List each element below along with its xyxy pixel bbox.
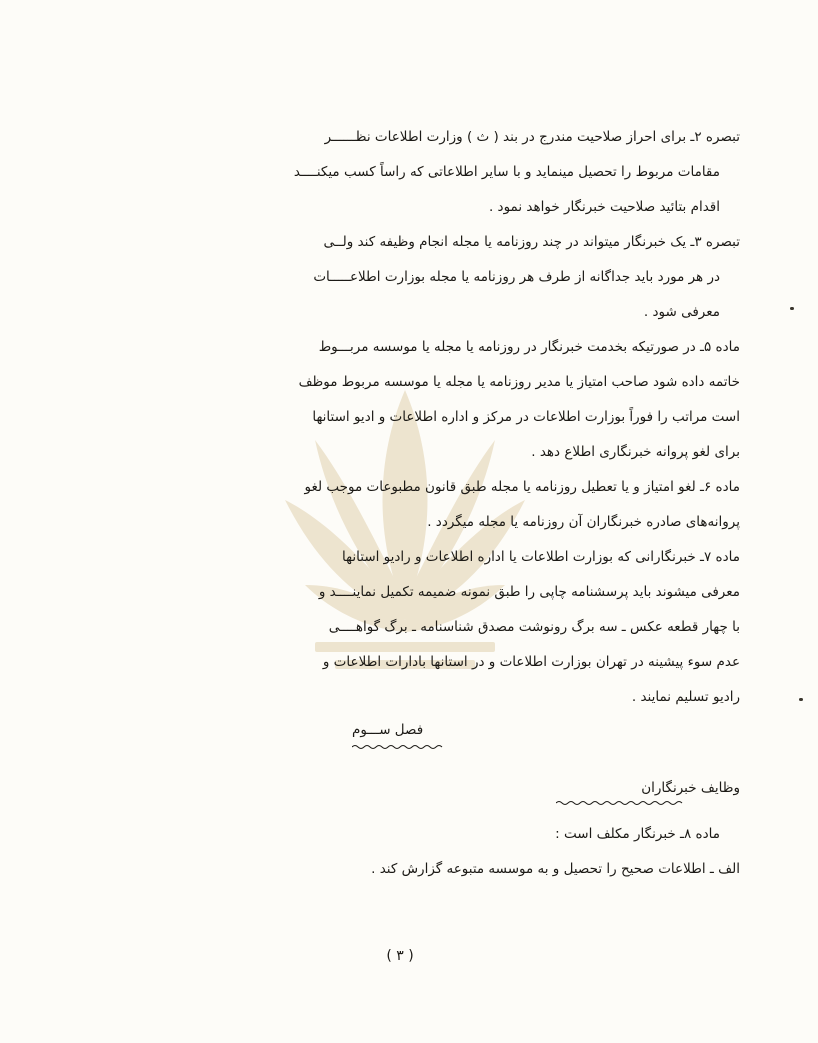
article-7-line-2: معرفی میشوند باید پرسشنامه چاپی را طبق نمونه ضمیمه تکمیل نماینــــد و [318, 584, 740, 600]
article-5-line-1: ماده ۵ـ در صورتیکه بخدمت خبرنگار در روزنامه یا مجله یا موسسه مربـــوط [318, 339, 740, 355]
article-8-line-1: ماده ۸ـ خبرنگار مکلف است : [555, 826, 720, 842]
chapter-heading-underline [352, 744, 444, 750]
article-6-line-1: ماده ۶ـ لغو امتیاز و یا تعطیل روزنامه یا مجله طبق قانون مطبوعات موجب لغو [304, 479, 740, 495]
note-3-line-2: در هر مورد باید جداگانه از طرف هر روزنامه یا مجله بوزارت اطلاعـــــات [313, 269, 720, 285]
note-2-line-3: اقدام بتائید صلاحیت خبرنگار خواهد نمود . [488, 199, 720, 215]
article-7-line-3: با چهار قطعه عکس ـ سه برگ رونوشت مصدق شناسنامه ـ برگ گواهــــی [328, 619, 740, 635]
article-5-line-3: است مراتب را فوراً بوزارت اطلاعات در مرکز و اداره اطلاعات و ادیو استانها [312, 409, 740, 425]
article-7-line-4: عدم سوء پیشینه در تهران بوزارت اطلاعات و در استانها بادارات اطلاعات و [322, 654, 740, 670]
article-7-line-5: رادیو تسلیم نمایند . [631, 689, 740, 705]
article-5-line-4: برای لغو پروانه خبرنگاری اطلاع دهد . [531, 444, 740, 460]
note-2-line-1: تبصره ۲ـ برای احراز صلاحیت مندرج در بند ( ث ) وزارت اطلاعات نظــــــر [324, 129, 740, 145]
chapter-heading: فصل ســـوم [352, 722, 424, 738]
note-2-line-2: مقامات مربوط را تحصیل مینماید و با سایر اطلاعاتی که راساً کسب میکنــــد [293, 164, 720, 180]
scan-speck [790, 307, 794, 310]
section-heading: وظایف خبرنگاران [641, 780, 740, 796]
article-7-line-1: ماده ۷ـ خبرنگارانی که بوزارت اطلاعات یا اداره اطلاعات و رادیو استانها [342, 549, 740, 565]
article-6-line-2: پروانه‌های صادره خبرنگاران آن روزنامه یا مجله میگردد . [427, 514, 740, 530]
article-8-clause-alef: الف ـ اطلاعات صحیح را تحصیل و به موسسه متبوعه گزارش کند . [371, 861, 740, 877]
article-5-line-2: خاتمه داده شود صاحب امتیاز یا مدیر روزنامه یا مجله یا موسسه مربوط موظف [298, 374, 740, 390]
section-heading-underline [556, 800, 686, 806]
note-3-line-1: تبصره ۳ـ یک خبرنگار میتواند در چند روزنامه یا مجله انجام وظیفه کند ولــی [323, 234, 740, 250]
scan-speck [799, 698, 803, 701]
note-3-line-3: معرفی شود . [643, 304, 720, 320]
page-number: ( ۳ ) [386, 948, 414, 964]
